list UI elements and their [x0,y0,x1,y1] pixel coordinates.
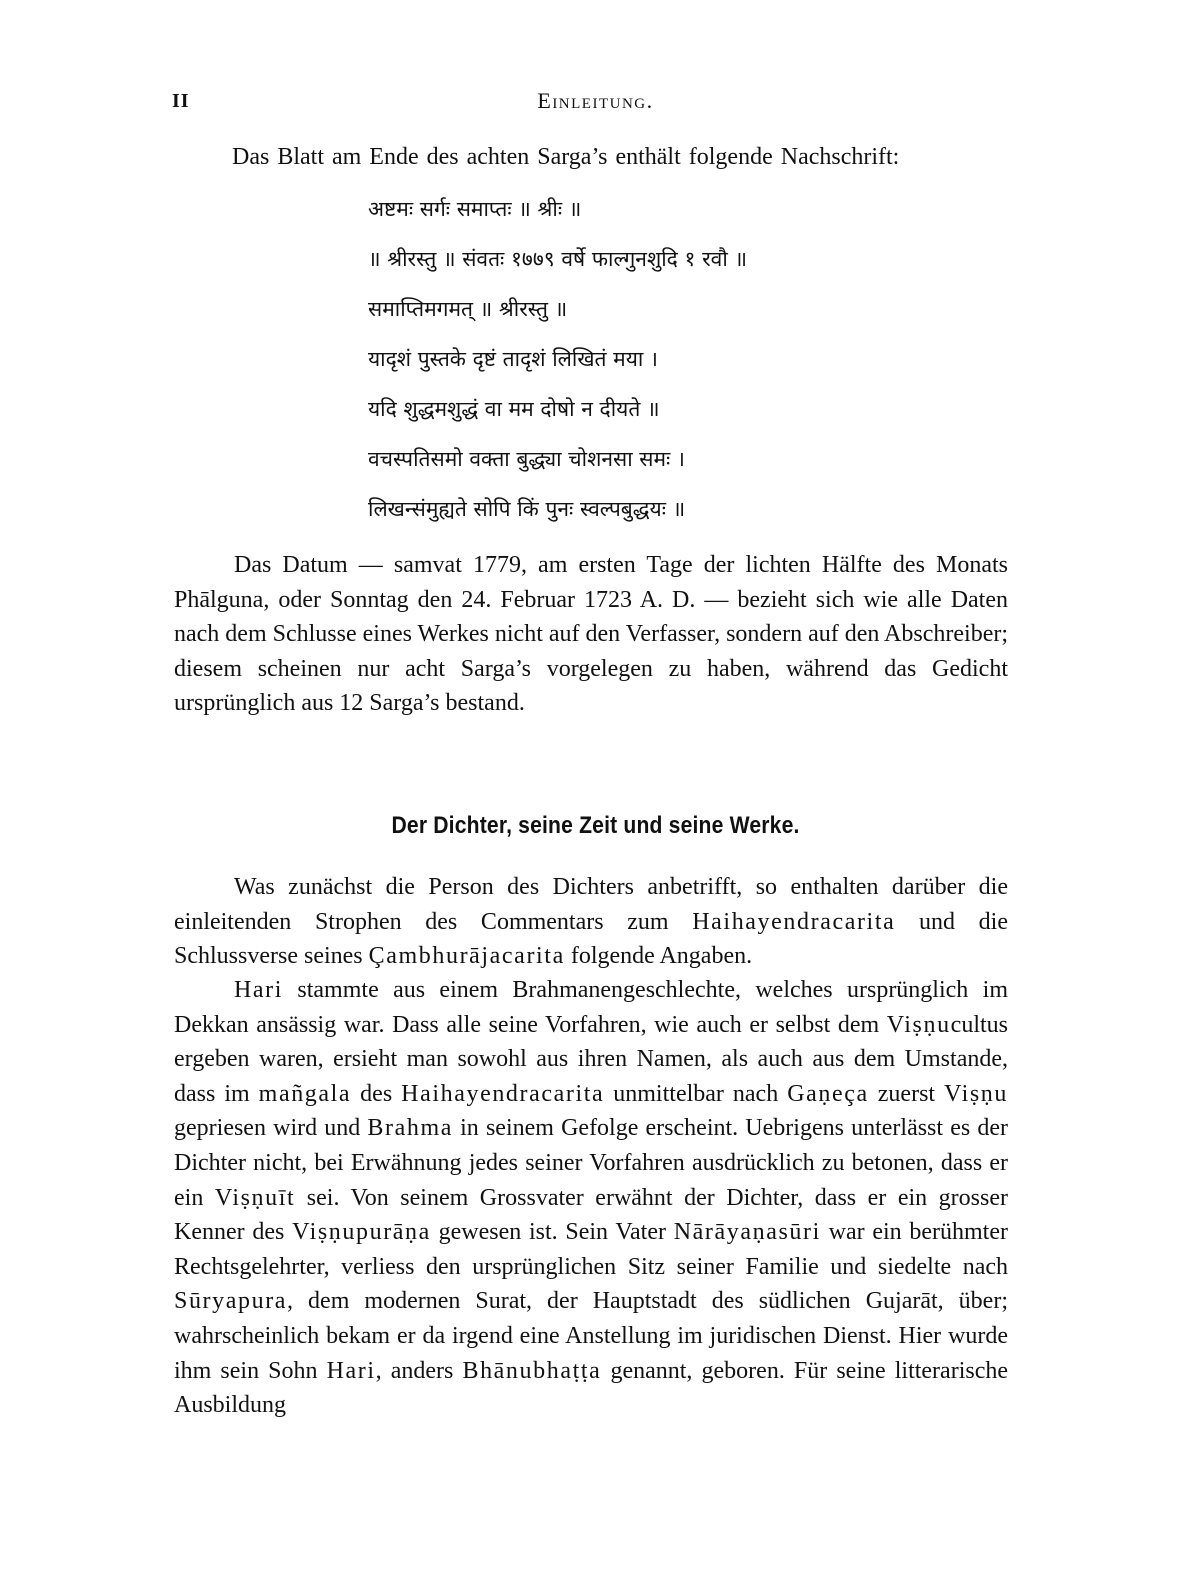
verse-line: अष्टमः सर्गः समाप्तः ॥ श्रीः ॥ [368,197,582,221]
place-name: Sūryapura [174,1288,288,1315]
proper-name: Brahma [367,1115,453,1142]
proper-name: Viṣṇuīt [214,1184,296,1211]
work-title: Haihayendracarita [692,908,896,935]
verse-line: ॥ श्रीरस्तु ॥ संवतः १७७९ वर्षे फाल्गुनशुदि १ रवौ ॥ [368,247,748,271]
text-run: , anders [375,1357,463,1384]
proper-name: Viṣṇu [886,1011,951,1038]
text-run: stammte aus einem Brahmanengeschlechte, welches ursprünglich im Dekkan ansässig war. Dass alle seine Vorfahren, wie auch er selbst dem [174,977,1008,1038]
text-run: in seinem Gefolge erscheint. Uebrigens unterlässt es der Dichter nicht, bei Erwähnung jedes seiner Vorfahren ausdrücklich zu betonen, dass er ein [174,1115,1009,1211]
verse-line: समाप्तिमगमत् ॥ श्रीरस्तु ॥ [368,297,568,321]
text-run: gewesen ist. Sein Vater [430,1219,674,1246]
text-run: Was zunächst die Person des Dichters anbetrifft, so enthalten darüber die einleitenden Strophen des Commentars zum [174,874,1008,935]
text-run: zuerst [868,1080,945,1107]
colophon-verses [368,194,747,544]
section-heading: Der Dichter, seine Zeit und seine Werke. [391,812,800,839]
text-run: und die Schlussverse seines [174,908,1008,970]
text-run: , dem modernen Surat, der Hauptstadt des südlichen Gujarāt, über; wahrscheinlich bekam er da irgend eine Anstellung im juridischen Dienst. Hier wurde ihm sein Sohn [174,1288,1008,1384]
verse-line: वचस्पतिसमो वक्ता बुद्ध्या चोशनसा समः । [368,447,685,471]
proper-name: mañgala [258,1080,352,1107]
proper-name: Hari [234,977,284,1003]
paragraph-poet-person [174,870,1008,974]
intro-line: Das Blatt am Ende des achten Sarga’s enthält folgende Nachschrift: [232,144,900,170]
work-title: Haihayendracarita [401,1080,605,1107]
text-run: sei. Von seinem Grossvater erwähnt der Dichter, dass er ein grosser Kenner des [174,1184,1008,1246]
paragraph-date: Das Datum — samvat 1779, am ersten Tage der lichten Hälfte des Monats Phālguna, oder Sonntag den 24. Februar 1723 A. D. — bezieht sich wie alle Daten nach dem Schlusse eines Werkes nicht auf den Verfasser, sondern auf den Abschreiber; diesem scheinen nur acht Sarga’s vorgelegen zu haben, während das Gedicht ursprünglich aus 12 Sarga’s bestand. [174,552,1008,717]
proper-name: Gaṇeça [787,1080,869,1107]
verse-line: लिखन्संमुह्यते सोपि किं पुनः स्वल्पबुद्धयः ॥ [368,497,686,521]
text-run: folgende Angaben. [564,943,753,970]
text-run: war ein berühmter Rechtsgelehrter, verliess den ursprünglichen Sitz seiner Familie und siedelte nach [174,1219,1008,1280]
work-title: Viṣṇupurāṇa [292,1219,431,1246]
running-head: Einleitung. [537,88,654,113]
text-run: cultus ergeben waren, ersieht man sowohl aus ihren Namen, als auch aus dem Umstande, dass im [174,1011,1008,1107]
proper-name: Viṣṇu [944,1080,1008,1107]
paragraph-hari-lineage [174,973,1008,1423]
proper-name: Nārāyaṇasūri [673,1219,821,1246]
text-run: gepriesen wird und [174,1115,368,1142]
text-run: genannt, geboren. Für seine litterarische Ausbildung [174,1357,1008,1419]
text-run: des [351,1080,402,1107]
text-run: unmittelbar nach [604,1080,788,1107]
proper-name: Hari [326,1357,376,1384]
proper-name: Bhānubhaṭṭa [462,1357,602,1384]
page-number: II [172,90,190,112]
verse-line: यदि शुद्धमशुद्धं वा मम दोषो न दीयते ॥ [368,397,660,421]
verse-line: यादृशं पुस्तके दृष्टं तादृशं लिखितं मया । [368,347,658,371]
work-title: Çambhurājacarita [368,943,565,970]
